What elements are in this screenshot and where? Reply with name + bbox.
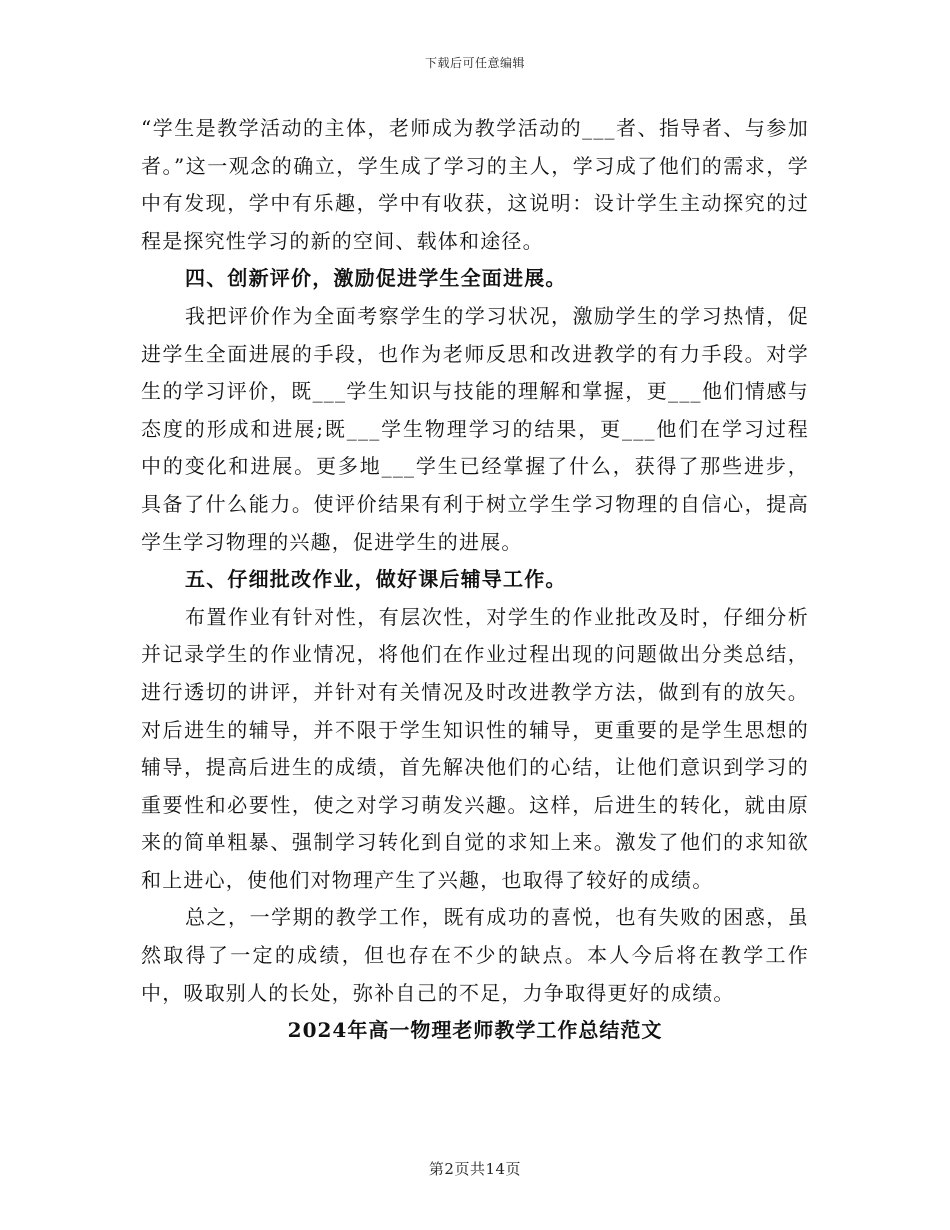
document-title: 2024年高一物理老师教学工作总结范文 (287, 1018, 663, 1043)
paragraph-conclusion: 总之，一学期的教学工作，既有成功的喜悦，也有失败的困惑，虽然取得了一定的成绩，但也存在不少的缺点。本人今后将在教学工作中，吸取别人的长处，弥补自己的不足，力争取得更好的成绩。 (141, 905, 809, 1005)
paragraph-evaluation: 我把评价作为全面考察学生的学习状况，激励学生的学习热情，促进学生全面进展的手段，也作为老师反思和改进教学的有力手段。对学生的学习评价，既___学生知识与技能的理解和掌握，更___他们情感与态度的形成和进展;既___学生物理学习的结果，更___他们在学习过程中的变化和进展。更多地___学生已经掌握了什么，获得了那些进步，具备了什么能力。使评价结果有利于树立学生学习物理的自信心，提高学生学习物理的兴趣，促进学生的进展。 (141, 303, 809, 554)
paragraph-homework: 布置作业有针对性，有层次性，对学生的作业批改及时，仔细分析并记录学生的作业情况，将他们在作业过程出现的问题做出分类总结，进行透切的讲评，并针对有关情况及时改进教学方法，做到有的放矢。对后进生的辅导，并不限于学生知识性的辅导，更重要的是学生思想的辅导，提高后进生的成绩，首先解决他们的心结，让他们意识到学习的重要性和必要性，使之对学习萌发兴趣。这样，后进生的转化，就由原来的简单粗暴、强制学习转化到自觉的求知上来。激发了他们的求知欲和上进心，使他们对物理产生了兴趣，也取得了较好的成绩。 (141, 604, 809, 892)
document-body (141, 110, 809, 1050)
page-number: 第2页共14页 (428, 1160, 522, 1178)
paragraph-student-subject: “学生是教学活动的主体，老师成为教学活动的___者、指导者、与参加者。”这一观念的确立，学生成了学习的主人，学习成了他们的需求，学中有发现，学中有乐趣，学中有收获，这说明：设计学生主动探究的过程是探究性学习的新的空间、载体和途径。 (141, 116, 809, 253)
section-heading-homework: 五、仔细批改作业，做好课后辅导工作。 (185, 567, 567, 592)
page-header: 下载后可任意编辑 (424, 56, 525, 70)
section-heading-evaluation: 四、创新评价，激励促进学生全面进展。 (185, 266, 567, 291)
